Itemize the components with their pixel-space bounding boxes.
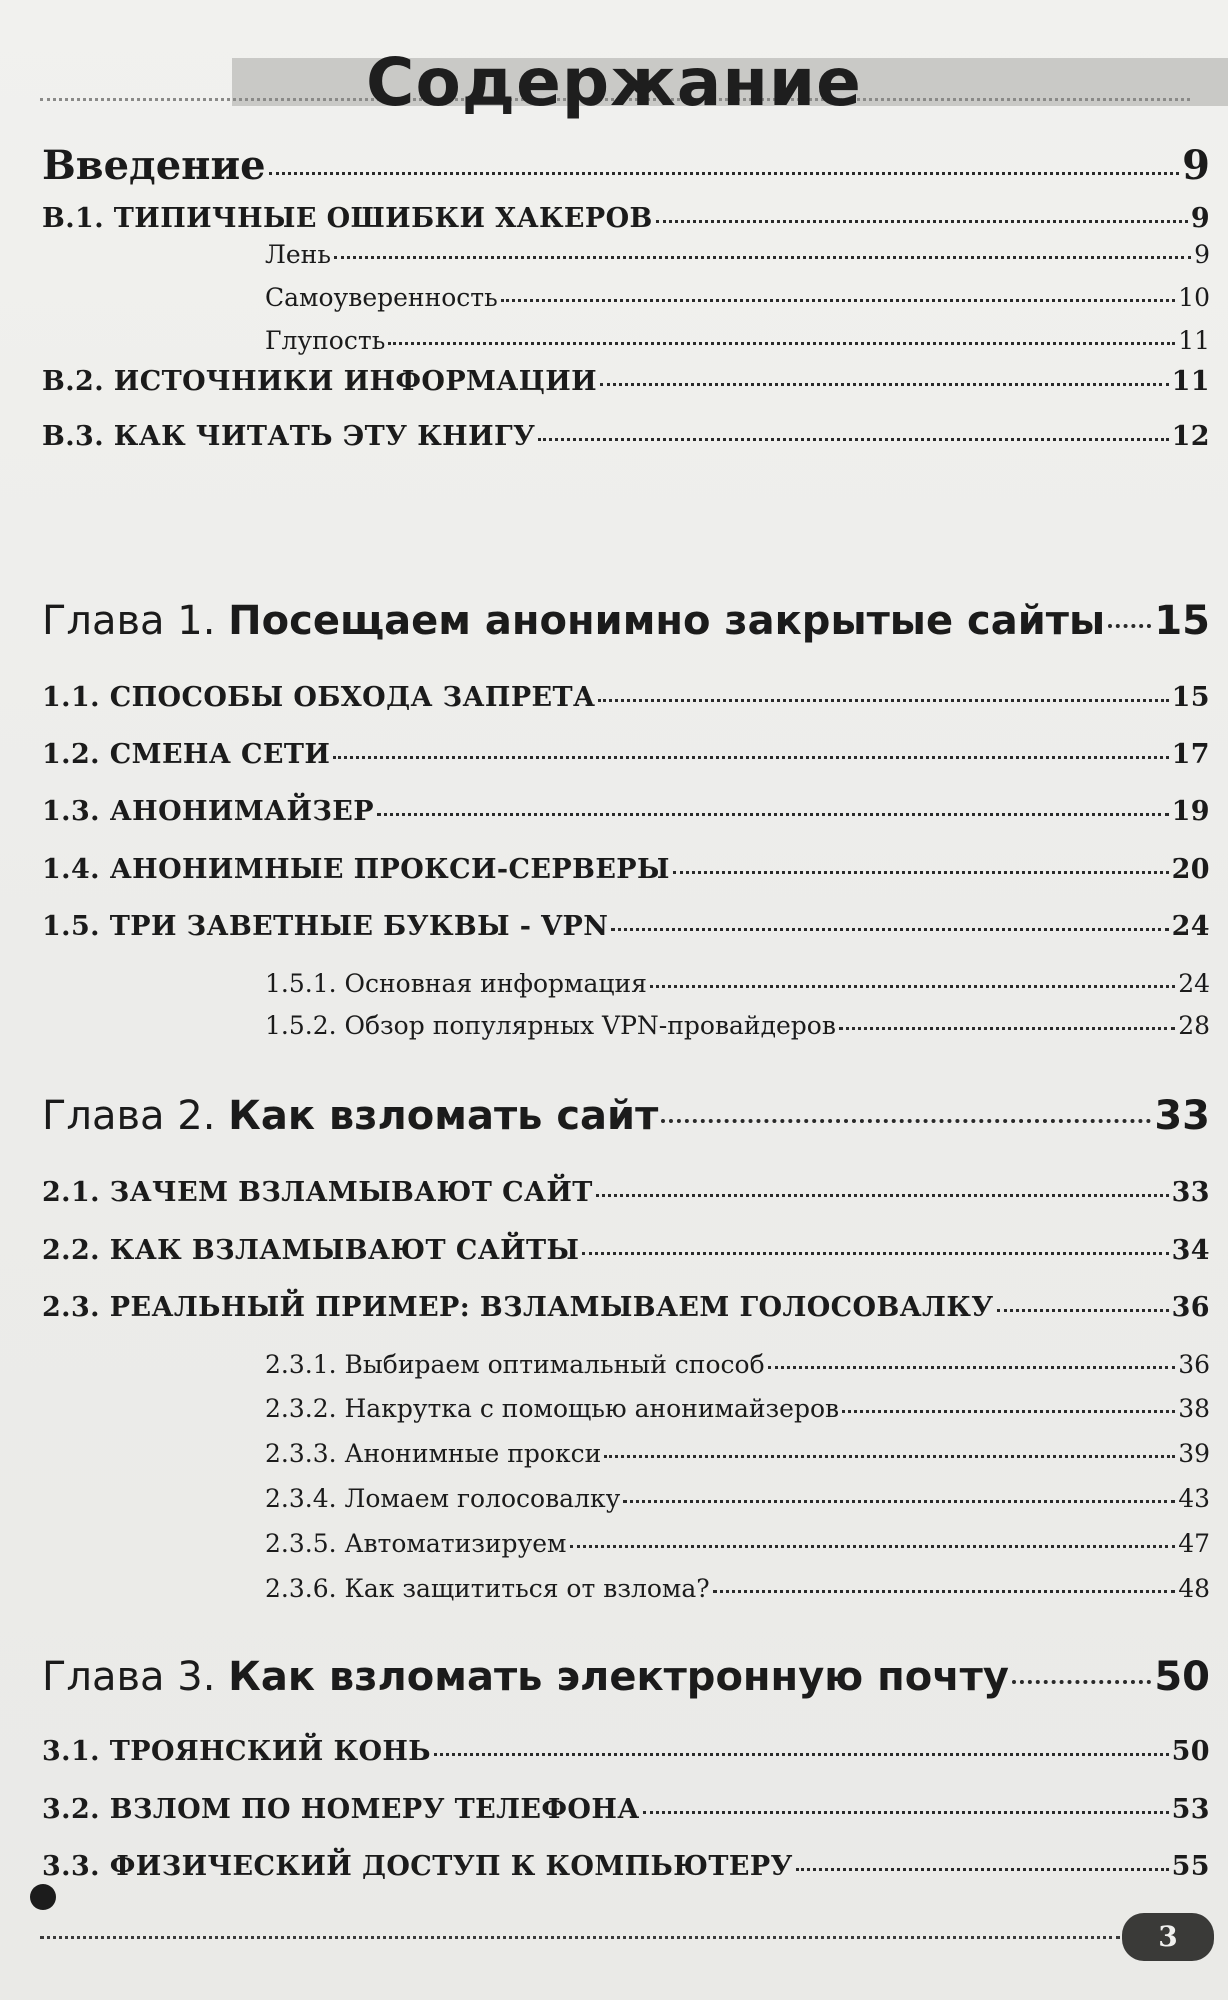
dot-leader [596,1194,1169,1197]
dot-leader [377,813,1169,816]
toc-subsection[interactable] [265,1484,1210,1513]
corner-dot-ornament [30,1884,56,1910]
toc-section-page: 50 [1171,1736,1210,1767]
toc-section-page: 53 [1171,1794,1210,1825]
dot-leader [434,1753,1169,1756]
toc-section-page: 19 [1171,796,1210,827]
page-number-badge: 3 [1122,1913,1214,1961]
toc-intro[interactable] [42,142,1210,189]
toc-subsection-page: 24 [1178,969,1210,998]
dot-leader [768,1366,1176,1369]
toc-section[interactable] [42,421,1210,452]
toc-section-label: 1.4. АНОНИМНЫЕ ПРОКСИ-СЕРВЕРЫ [42,854,670,885]
chapter-title: Посещаем анонимно закрытые сайты [228,598,1106,644]
toc-section[interactable] [42,796,1210,827]
toc-section-page: 24 [1171,911,1210,942]
toc-chapter-2[interactable] [42,1093,1210,1139]
toc-section[interactable] [42,1736,1210,1767]
chapter-title: Как взломать электронную почту [228,1654,1009,1700]
toc-section-label: 1.2. СМЕНА СЕТИ [42,739,331,770]
dot-leader [623,1500,1175,1503]
toc-section-label: В.1. ТИПИЧНЫЕ ОШИБКИ ХАКЕРОВ [42,203,653,234]
toc-subsection[interactable] [265,1011,1210,1040]
dot-leader [713,1590,1176,1593]
toc-section-label: 3.3. ФИЗИЧЕСКИЙ ДОСТУП К КОМПЬЮТЕРУ [42,1851,793,1882]
toc-section-page: 36 [1171,1292,1210,1323]
toc-section[interactable] [42,1851,1210,1882]
toc-subsection-page: 36 [1178,1350,1210,1379]
toc-subsection[interactable] [265,326,1210,355]
toc-subsection-label: Самоуверенность [265,283,498,312]
toc-chapter-label [42,598,1105,644]
dot-leader [598,699,1168,702]
toc-subsection-page: 28 [1178,1011,1210,1040]
toc-section-page: 11 [1171,366,1210,397]
toc-subsection-label: 2.3.1. Выбираем оптимальный способ [265,1350,765,1379]
toc-subsection-label: 2.3.6. Как защититься от взлома? [265,1574,710,1603]
dot-leader [643,1811,1169,1814]
toc-section-page: 15 [1171,682,1210,713]
toc-subsection-page: 38 [1178,1394,1210,1423]
toc-subsection[interactable] [265,283,1210,312]
dot-leader [650,985,1175,988]
dot-leader [842,1410,1175,1413]
toc-section-label: 3.2. ВЗЛОМ ПО НОМЕРУ ТЕЛЕФОНА [42,1794,640,1825]
dot-leader [388,342,1175,345]
toc-subsection-page: 43 [1178,1484,1210,1513]
chapter-page: 33 [1154,1093,1210,1139]
toc-section-label: 2.1. ЗАЧЕМ ВЗЛАМЫВАЮТ САЙТ [42,1177,593,1208]
dot-leader [661,1119,1151,1123]
toc-subsection[interactable] [265,969,1210,998]
toc-chapter-label [42,1093,658,1139]
toc-subsection[interactable] [265,240,1210,269]
toc-subsection-page: 39 [1178,1439,1210,1468]
toc-section-page: 33 [1171,1177,1210,1208]
toc-chapter-label [42,1654,1009,1700]
toc-subsection-label: Глупость [265,326,386,355]
dot-leader [604,1455,1175,1458]
dot-leader [1108,624,1151,628]
chapter-prefix: Глава 2. [42,1093,216,1139]
chapter-prefix: Глава 1. [42,598,216,644]
footer-divider [40,1936,1120,1939]
toc-section[interactable] [42,1292,1210,1323]
dot-leader [611,928,1168,931]
dot-leader [333,756,1168,759]
dot-leader [334,256,1191,259]
toc-subsection-label: 1.5.1. Основная информация [265,969,647,998]
dot-leader [501,299,1175,302]
toc-section[interactable] [42,1235,1210,1266]
chapter-title: Как взломать сайт [228,1093,659,1139]
toc-section-page: 12 [1171,421,1210,452]
dot-leader [570,1545,1176,1548]
toc-section[interactable] [42,682,1210,713]
toc-subsection-page: 9 [1194,240,1210,269]
page-title: Содержание [366,44,862,121]
toc-section[interactable] [42,366,1210,397]
toc-section[interactable] [42,203,1210,234]
toc-section[interactable] [42,854,1210,885]
dot-leader [582,1252,1168,1255]
toc-chapter-1[interactable] [42,598,1210,644]
dot-leader [538,438,1168,441]
dot-leader [796,1868,1169,1871]
toc-subsection-label: 2.3.4. Ломаем голосовалку [265,1484,621,1513]
toc-section[interactable] [42,1177,1210,1208]
toc-subsection-label: 2.3.5. Автоматизируем [265,1529,567,1558]
dot-leader [269,172,1180,175]
toc-subsection[interactable] [265,1529,1210,1558]
toc-section-label: 2.3. РЕАЛЬНЫЙ ПРИМЕР: ВЗЛАМЫВАЕМ ГОЛОСОВАЛКУ [42,1292,994,1323]
toc-subsection-page: 47 [1178,1529,1210,1558]
chapter-page: 15 [1154,598,1210,644]
toc-subsection[interactable] [265,1439,1210,1468]
chapter-page: 50 [1154,1654,1210,1700]
toc-section-label: 3.1. ТРОЯНСКИЙ КОНЬ [42,1736,431,1767]
toc-subsection-label: 2.3.3. Анонимные прокси [265,1439,602,1468]
toc-subsection-label: 2.3.2. Накрутка с помощью анонимайзеров [265,1394,840,1423]
toc-chapter-3[interactable] [42,1654,1210,1700]
dot-leader [997,1309,1169,1312]
toc-section-page: 20 [1171,854,1210,885]
dot-leader [656,220,1188,223]
toc-subsection[interactable] [265,1394,1210,1423]
toc-section-page: 34 [1171,1235,1210,1266]
toc-intro-page: 9 [1182,142,1210,189]
toc-section[interactable] [42,911,1210,942]
toc-section-label: 1.1. СПОСОБЫ ОБХОДА ЗАПРЕТА [42,682,596,713]
dot-leader [600,383,1169,386]
dot-leader [1012,1680,1151,1684]
toc-subsection-page: 10 [1178,283,1210,312]
toc-subsection[interactable] [265,1574,1210,1603]
toc-subsection-label: 1.5.2. Обзор популярных VPN-провайдеров [265,1011,836,1040]
chapter-prefix: Глава 3. [42,1654,216,1700]
toc-section[interactable] [42,1794,1210,1825]
toc-subsection-page: 48 [1178,1574,1210,1603]
toc-section-label: 1.3. АНОНИМАЙЗЕР [42,796,374,827]
toc-subsection-label: Лень [265,240,331,269]
toc-subsection[interactable] [265,1350,1210,1379]
toc-section-page: 17 [1171,739,1210,770]
toc-section-page: 9 [1190,203,1210,234]
toc-section-label: В.2. ИСТОЧНИКИ ИНФОРМАЦИИ [42,366,598,397]
dot-leader [839,1027,1175,1030]
toc-section-label: В.3. КАК ЧИТАТЬ ЭТУ КНИГУ [42,421,536,452]
toc-intro-label: Введение [42,142,266,189]
toc-section-label: 1.5. ТРИ ЗАВЕТНЫЕ БУКВЫ - VPN [42,911,609,942]
toc-section[interactable] [42,739,1210,770]
dot-leader [673,871,1169,874]
toc-section-page: 55 [1171,1851,1210,1882]
toc-section-label: 2.2. КАК ВЗЛАМЫВАЮТ САЙТЫ [42,1235,580,1266]
toc-subsection-page: 11 [1178,326,1210,355]
